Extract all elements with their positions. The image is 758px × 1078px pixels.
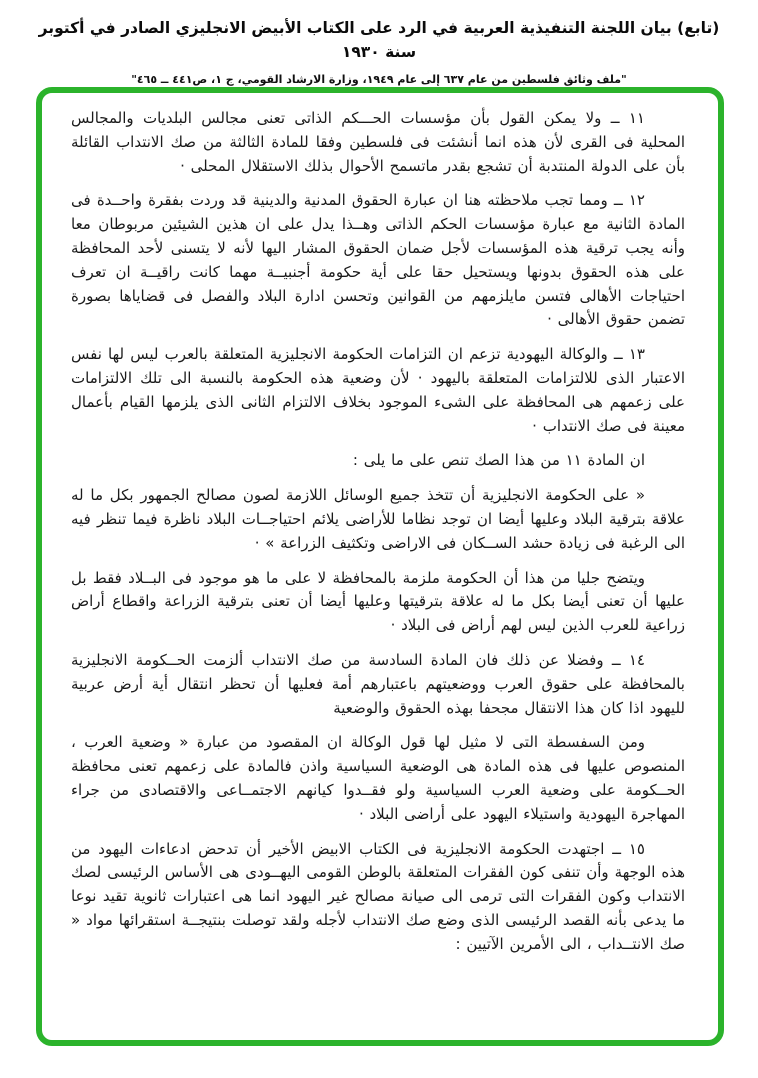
paragraph-sophistry: ومن السفسطة التى لا مثيل لها قول الوكالة ان المقصود من عبارة « وضعية العرب ، المنصوص عليها فى هذه المادة هى الوضعية السياسية واذن فالمادة على زعمهم تعنى محافظة الحــكومة على وضعية العرب السياسية ولو فقــدوا كيانهم الاجتمــاعى والاقتصادى من جراء المهاجرة اليهودية واستيلاء اليهود على أراضى البلاد · (71, 733, 685, 823)
paragraph-15: ١٥ ــ اجتهدت الحكومة الانجليزية فى الكتاب الابيض الأخير أن تدحض ادعاءات اليهود من هذه الوجهة وأن تنفى كون الفقرات المتعلقة بالوطن القومى اليهــودى هى الأساس الرئيسى لصك الانتداب وكون الفقرات التى ترمى الى صيانة مصالح غير اليهود انما هى اعتبارات ثانوية تقيد نوعا ما يدعى بأنه القصد الرئيسى الذى وضع صك الانتداب لأجله ولقد توصلت بنتيجــة استقرائها مواد « صك الانتــداب ، الى الأمرين الآتيين : (71, 839, 685, 953)
source-citation: "ملف وثائق فلسطين من عام ٦٣٧ إلى عام ١٩٤٩، وزارة الارشاد القومي، ج ١، ص٤٤١ ــ ٤٦٥" (131, 73, 627, 86)
paragraph-12: ١٢ ــ ومما تجب ملاحظته هنا ان عبارة الحقوق المدنية والدينية قد وردت بفقرة واحــدة فى المادة الثانية مع عبارة مؤسسات الحكم الذاتى وهــذا يدل على ان هذين الشيئين مربوطان معا وأنه يجب ترقية هذه المؤسسات لأجل ضمان الحقوق المشار اليها لأنه لا يتسنى لأحد المحافظة على هذه الحقوق بدونها ويستحيل حقا على أية حكومة أجنبيــة مهما كانت راقيــة ان تعرف احتياجات الأهالى فتسن مايلزمهم من القوانين وتحسن ادارة البلاد والفصل فى قضاياها بصورة تضمن حقوق الأهالى · (71, 191, 685, 329)
document-body (42, 93, 718, 1040)
paragraph-13: ١٣ ــ والوكالة اليهودية تزعم ان التزامات الحكومة الانجليزية المتعلقة بالعرب ليس لها نفس الاعتبار الذى للالتزامات المتعلقة باليهود · لأن وضعية هذه الحكومة بالنسبة الى تلك الالتزامات على زعمهم هى المحافظة على الشىء الموجود بخلاف الالتزام الثانى الذى يلزمها القيام بأعمال معينة فى صك الانتداب · (71, 345, 685, 435)
document-title: (تابع) بيان اللجنة التنفيذية العربية في الرد على الكتاب الأبيض الانجليزي الصادر في أكتوبر سنة ١٩٣٠ (38, 19, 720, 61)
paragraph-14: ١٤ ــ وفضلا عن ذلك فان المادة السادسة من صك الانتداب ألزمت الحــكومة الانجليزية بالمحافظة على حقوق العرب ووضعيتهم باعتبارهم أمة فعليها أن تحظر انتقال أية أرض عربية لليهود اذا كان هذا الانتقال مجحفا بهذه الحقوق والوضعية (71, 650, 685, 717)
article-11-intro-line: ان المادة ١١ من هذا الصك تنص على ما يلى : (352, 451, 645, 470)
content-frame (36, 87, 724, 1046)
page-header (0, 16, 758, 86)
paragraph-commentary: ويتضح جليا من هذا أن الحكومة ملزمة بالمحافظة لا على ما هو موجود فى البــلاد فقط بل عليها أن تعنى أيضا بكل ما له علاقة بترقيتها وعليها أيضا أن تعنى بترقية الزراعة واقطاع أراض زراعية للعرب الذين ليس لهم أراض فى البلاد · (71, 568, 685, 635)
article-11-quote: « على الحكومة الانجليزية أن تتخذ جميع الوسائل اللازمة لصون مصالح الجمهور بكل ما له علاقة بترقية البلاد وعليها أيضا ان توجد نظاما للأراضى يلائم احتياجــات البلاد ناظرة فيما تنظر فيه الى الرغبة فى زيادة حشد الســكان فى الاراضى وتكثيف الزراعة » · (71, 486, 685, 552)
paragraph-11: ١١ ــ ولا يمكن القول بأن مؤسسات الحـــكم الذاتى تعنى مجالس البلديات والمجالس المحلية فى القرى لأن هذه انما أنشئت فى فلسطين وفقا للمادة الثالثة من صك الانتداب القائلة بأن على الدولة المنتدبة أن تشجع بقدر ماتسمح الأحوال بذلك الاستقلال المحلى · (71, 109, 685, 175)
